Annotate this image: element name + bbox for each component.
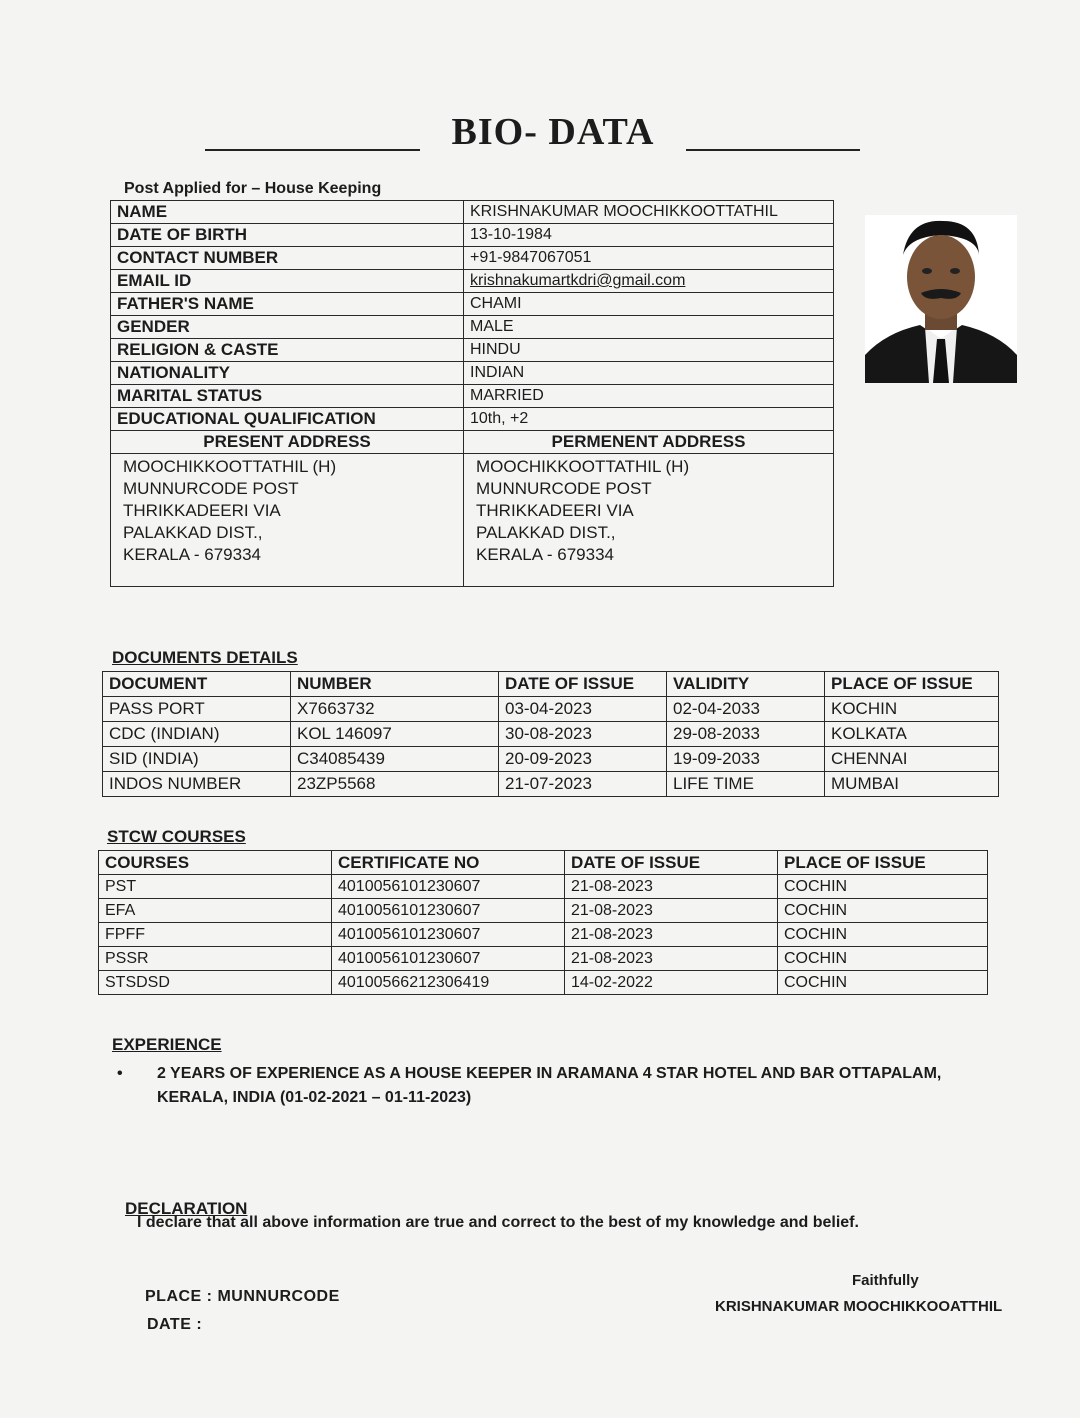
stcw-cell: STSDSD — [99, 971, 332, 995]
stcw-cell: 21-08-2023 — [565, 875, 778, 899]
documents-cell: 02-04-2033 — [667, 697, 825, 722]
documents-cell: 23ZP5568 — [291, 772, 499, 797]
stcw-body — [99, 875, 988, 995]
personal-label: CONTACT NUMBER — [111, 247, 464, 270]
present-address-line: MOOCHIKKOOTTATHIL (H) — [123, 457, 337, 476]
stcw-cell: 4010056101230607 — [332, 947, 565, 971]
permanent-address-line: MUNNURCODE POST — [476, 479, 652, 498]
documents-title: DOCUMENTS DETAILS — [112, 648, 298, 667]
personal-row — [111, 385, 834, 408]
documents-body — [103, 697, 999, 797]
stcw-header: DATE OF ISSUE — [565, 851, 778, 875]
profile-photo-image — [865, 215, 1017, 383]
personal-label: EMAIL ID — [111, 270, 464, 293]
personal-details-body — [111, 201, 834, 431]
stcw-table — [98, 850, 988, 995]
documents-cell: 03-04-2023 — [499, 697, 667, 722]
personal-value: 13-10-1984 — [464, 224, 834, 247]
stcw-cell: 21-08-2023 — [565, 923, 778, 947]
post-applied: Post Applied for – House Keeping — [124, 180, 382, 197]
personal-value: krishnakumartkdri@gmail.com — [464, 270, 834, 293]
address-row — [111, 454, 834, 587]
documents-cell: 30-08-2023 — [499, 722, 667, 747]
stcw-header: COURSES — [99, 851, 332, 875]
place-field: PLACE : MUNNURCODE — [145, 1288, 340, 1305]
present-address-line: THRIKKADEERI VIA — [123, 501, 281, 520]
personal-label: EDUCATIONAL QUALIFICATION — [111, 408, 464, 431]
signer-name: KRISHNAKUMAR MOOCHIKKOOATTHIL — [715, 1298, 1003, 1315]
documents-cell: 29-08-2033 — [667, 722, 825, 747]
personal-value: MARRIED — [464, 385, 834, 408]
stcw-cell: 40100566212306419 — [332, 971, 565, 995]
table-row — [99, 947, 988, 971]
stcw-cell: 21-08-2023 — [565, 947, 778, 971]
personal-value: 10th, +2 — [464, 408, 834, 431]
experience-item — [117, 1062, 987, 1110]
personal-row — [111, 224, 834, 247]
personal-label: RELIGION & CASTE — [111, 339, 464, 362]
personal-value: INDIAN — [464, 362, 834, 385]
personal-row — [111, 270, 834, 293]
documents-header-row — [103, 672, 999, 697]
table-row — [103, 772, 999, 797]
documents-cell: 20-09-2023 — [499, 747, 667, 772]
documents-header: NUMBER — [291, 672, 499, 697]
table-row — [103, 697, 999, 722]
personal-row — [111, 362, 834, 385]
table-row — [99, 899, 988, 923]
personal-row — [111, 293, 834, 316]
permanent-address-line: THRIKKADEERI VIA — [476, 501, 634, 520]
stcw-header: PLACE OF ISSUE — [778, 851, 988, 875]
personal-label: DATE OF BIRTH — [111, 224, 464, 247]
personal-label: NATIONALITY — [111, 362, 464, 385]
bullet-icon: • — [117, 1065, 123, 1082]
documents-cell: KOLKATA — [825, 722, 999, 747]
documents-header: PLACE OF ISSUE — [825, 672, 999, 697]
table-row — [103, 747, 999, 772]
stcw-cell: PSSR — [99, 947, 332, 971]
stcw-cell: COCHIN — [778, 899, 988, 923]
documents-header: VALIDITY — [667, 672, 825, 697]
personal-value: HINDU — [464, 339, 834, 362]
present-address-line: MUNNURCODE POST — [123, 479, 299, 498]
stcw-cell: 14-02-2022 — [565, 971, 778, 995]
stcw-cell: FPFF — [99, 923, 332, 947]
address-header-row — [111, 431, 834, 454]
faithfully-label: Faithfully — [852, 1272, 919, 1289]
documents-cell: SID (INDIA) — [103, 747, 291, 772]
stcw-cell: 4010056101230607 — [332, 899, 565, 923]
documents-header: DOCUMENT — [103, 672, 291, 697]
stcw-header-row — [99, 851, 988, 875]
personal-value: KRISHNAKUMAR MOOCHIKKOOTTATHIL — [464, 201, 834, 224]
present-address-line: PALAKKAD DIST., — [123, 523, 263, 542]
documents-table — [102, 671, 999, 797]
documents-cell: LIFE TIME — [667, 772, 825, 797]
experience-line: 2 YEARS OF EXPERIENCE AS A HOUSE KEEPER IN ARAMANA 4 STAR HOTEL AND BAR OTTAPALAM, — [157, 1065, 942, 1082]
stcw-cell: 4010056101230607 — [332, 923, 565, 947]
stcw-header: CERTIFICATE NO — [332, 851, 565, 875]
stcw-cell: COCHIN — [778, 923, 988, 947]
present-address-label: PRESENT ADDRESS — [111, 431, 464, 454]
stcw-cell: COCHIN — [778, 947, 988, 971]
personal-label: NAME — [111, 201, 464, 224]
profile-photo — [865, 215, 1017, 383]
present-address — [111, 454, 464, 587]
permanent-address — [464, 454, 834, 587]
table-row — [99, 971, 988, 995]
table-row — [99, 923, 988, 947]
permanent-address-label: PERMENENT ADDRESS — [464, 431, 834, 454]
documents-cell: MUMBAI — [825, 772, 999, 797]
documents-cell: PASS PORT — [103, 697, 291, 722]
stcw-cell: COCHIN — [778, 875, 988, 899]
documents-cell: CDC (INDIAN) — [103, 722, 291, 747]
documents-cell: INDOS NUMBER — [103, 772, 291, 797]
permanent-address-line: PALAKKAD DIST., — [476, 523, 616, 542]
documents-cell: CHENNAI — [825, 747, 999, 772]
documents-cell: 21-07-2023 — [499, 772, 667, 797]
date-field: DATE : — [147, 1316, 203, 1333]
permanent-address-line: KERALA - 679334 — [476, 545, 614, 564]
personal-value: +91-9847067051 — [464, 247, 834, 270]
declaration-title: DECLARATION — [125, 1199, 248, 1218]
stcw-cell: 4010056101230607 — [332, 875, 565, 899]
permanent-address-line: MOOCHIKKOOTTATHIL (H) — [476, 457, 690, 476]
personal-details-table — [110, 200, 834, 587]
personal-label: FATHER'S NAME — [111, 293, 464, 316]
table-row — [103, 722, 999, 747]
documents-cell: KOCHIN — [825, 697, 999, 722]
documents-cell: X7663732 — [291, 697, 499, 722]
personal-row — [111, 316, 834, 339]
address-section — [111, 431, 834, 587]
documents-header: DATE OF ISSUE — [499, 672, 667, 697]
stcw-cell: PST — [99, 875, 332, 899]
stcw-cell: COCHIN — [778, 971, 988, 995]
personal-value: CHAMI — [464, 293, 834, 316]
present-address-line: KERALA - 679334 — [123, 545, 261, 564]
personal-label: GENDER — [111, 316, 464, 339]
documents-cell: KOL 146097 — [291, 722, 499, 747]
personal-value: MALE — [464, 316, 834, 339]
experience-title: EXPERIENCE — [112, 1035, 222, 1054]
documents-cell: C34085439 — [291, 747, 499, 772]
personal-label: MARITAL STATUS — [111, 385, 464, 408]
stcw-cell: 21-08-2023 — [565, 899, 778, 923]
declaration-text: I declare that all above information are true and correct to the best of my knowledge and belief. — [137, 1214, 859, 1231]
experience-line: KERALA, INDIA (01-02-2021 – 01-11-2023) — [157, 1089, 472, 1106]
stcw-cell: EFA — [99, 899, 332, 923]
stcw-title: STCW COURSES — [107, 827, 246, 846]
table-row — [99, 875, 988, 899]
personal-row — [111, 247, 834, 270]
page-title: BIO- DATA — [420, 110, 686, 154]
personal-row — [111, 201, 834, 224]
documents-cell: 19-09-2033 — [667, 747, 825, 772]
personal-row — [111, 408, 834, 431]
personal-row — [111, 339, 834, 362]
